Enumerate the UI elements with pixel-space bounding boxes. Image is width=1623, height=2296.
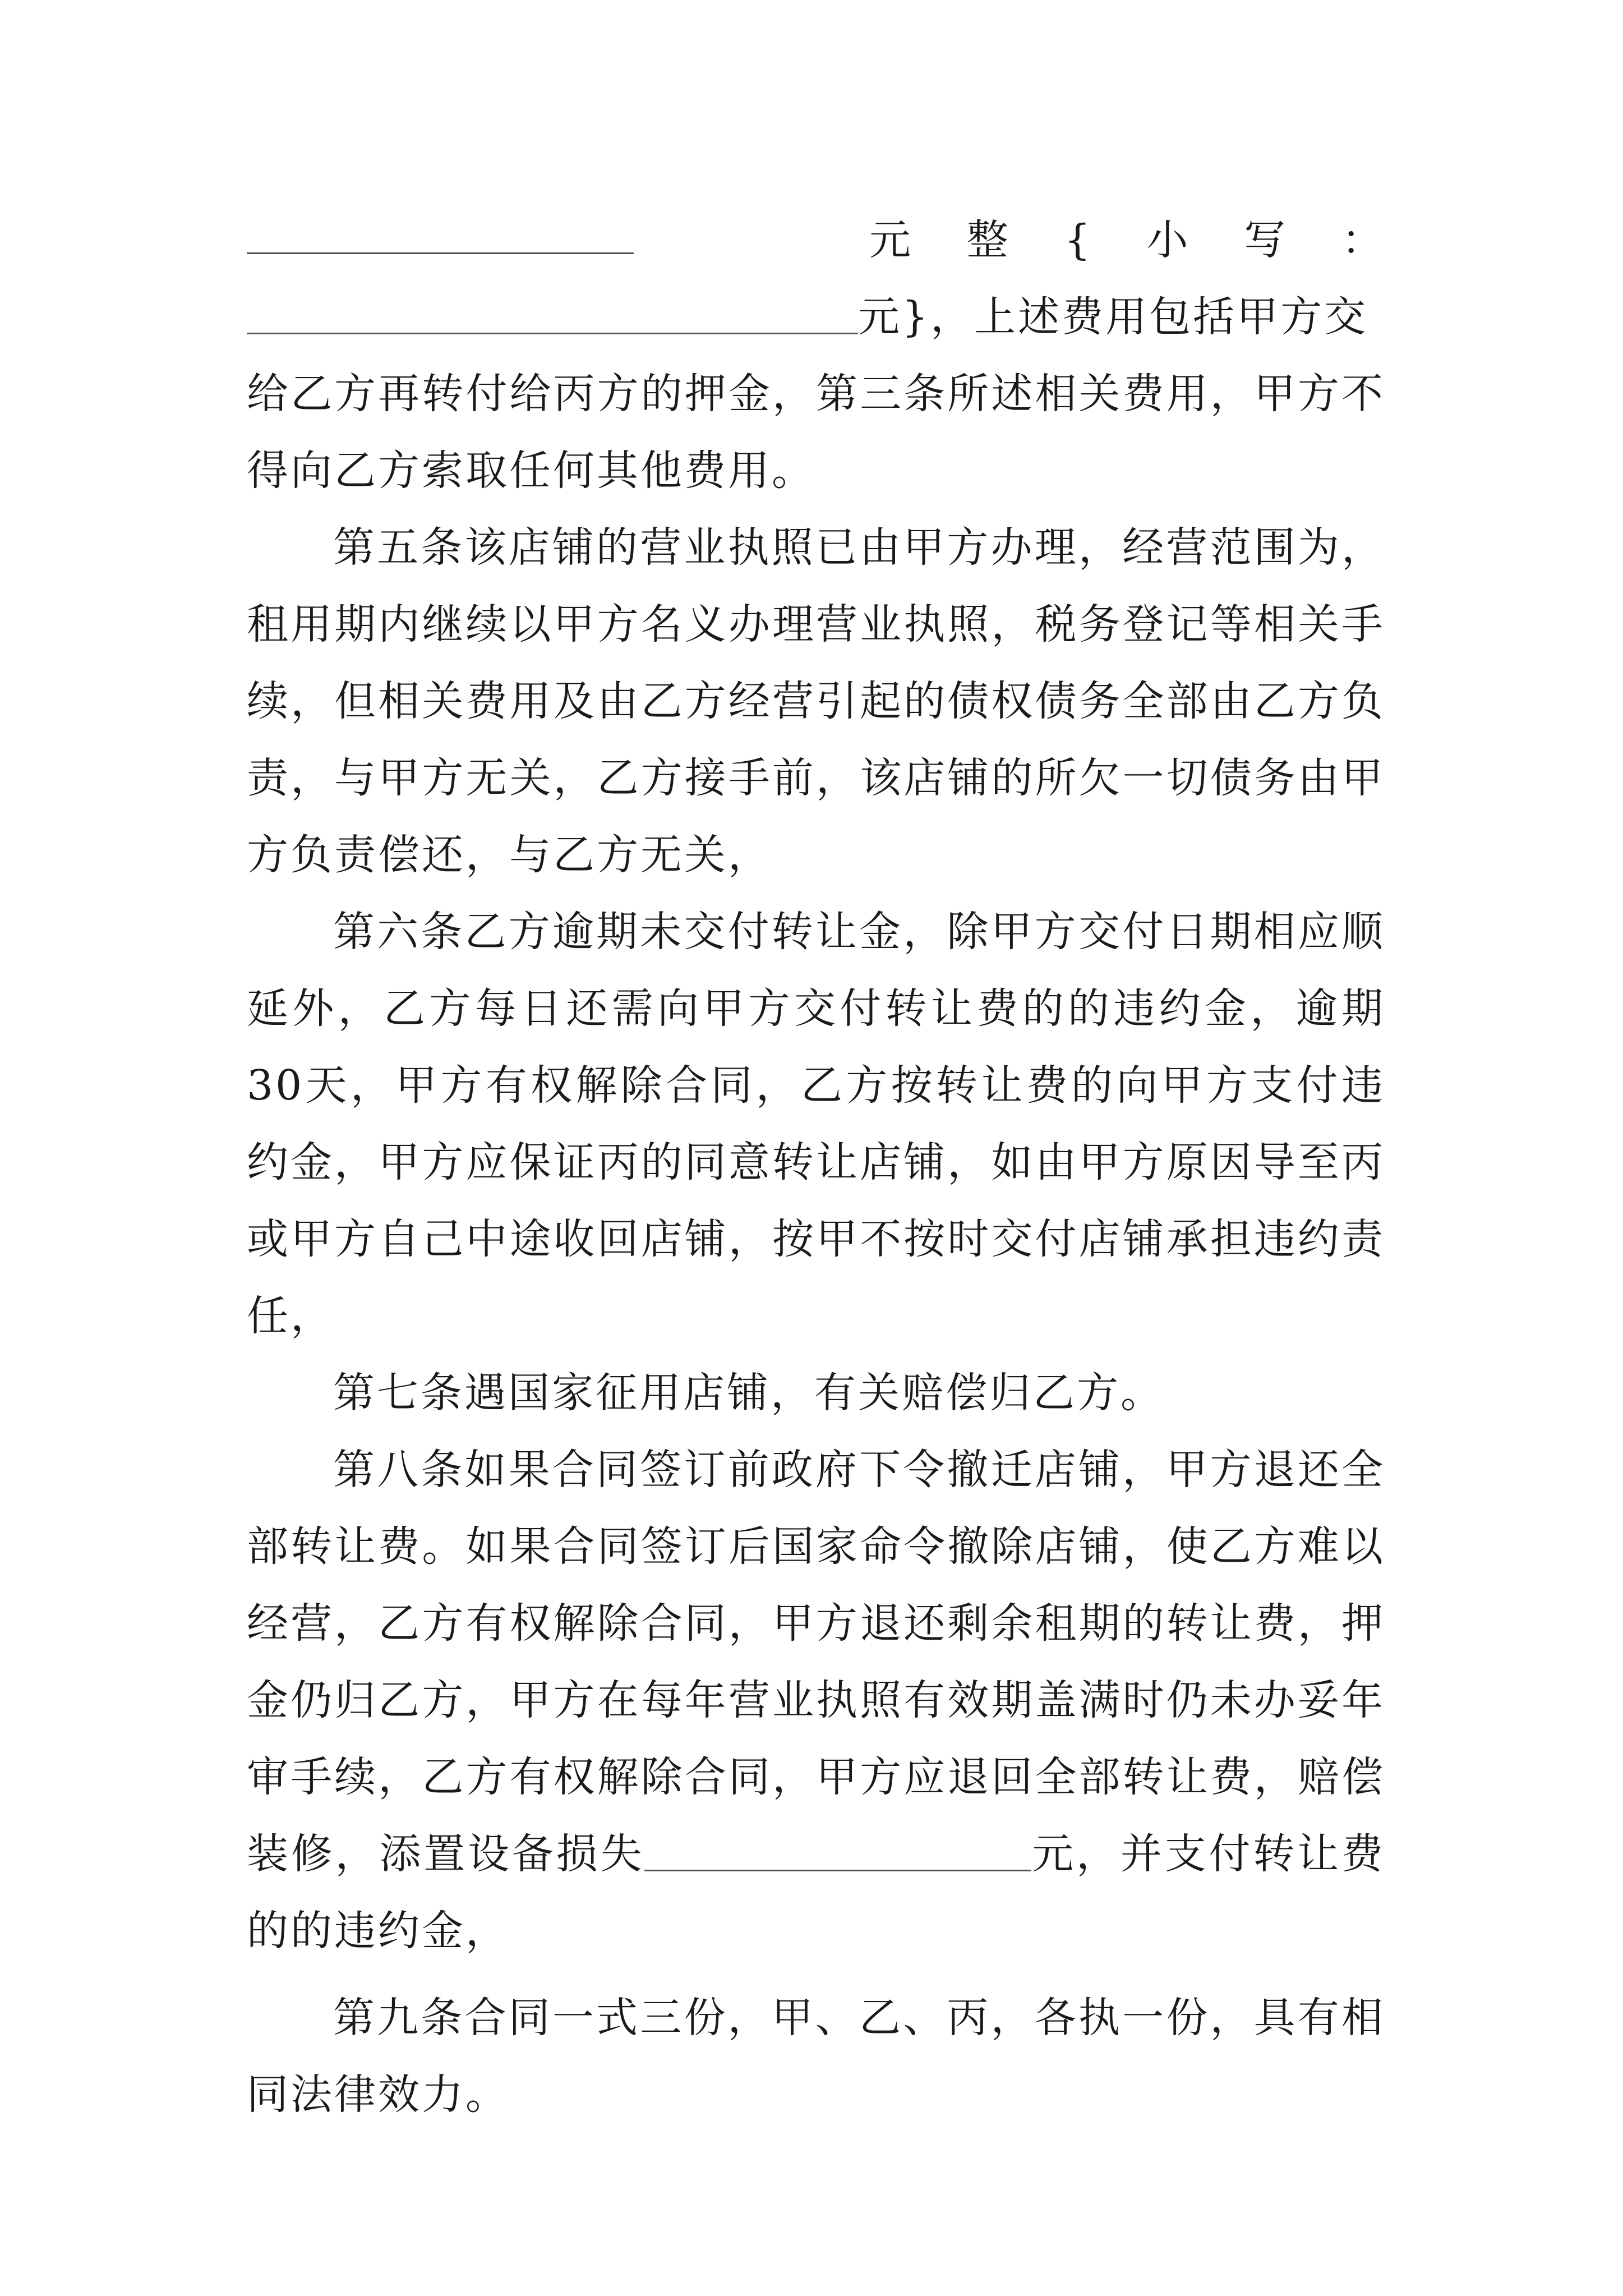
amount-figure-suffix: 元}，上述费用包括甲方交 — [858, 293, 1368, 341]
yuan-char: 元 — [869, 216, 913, 264]
document-body — [247, 202, 1385, 2133]
brace-char: { — [1064, 216, 1093, 264]
amount-figure-line — [247, 279, 1385, 356]
amount-figure-blank — [247, 288, 858, 334]
xiao-char: 小 — [1146, 216, 1191, 264]
deposit-paragraph: 给乙方再转付给丙方的押金，第三条所述相关费用，甲方不得向乙方索取任何其他费用。 — [247, 370, 1385, 495]
loss-amount-blank — [644, 1825, 1031, 1871]
article-7: 第七条遇国家征用店铺，有关赔偿归乙方。 — [333, 1369, 1164, 1417]
article-6: 第六条乙方逾期未交付转让金，除甲方交付日期相应顺延外，乙方每日还需向甲方交付转让费的的违约金，逾期30天，甲方有权解除合同，乙方按转让费的向甲方支付违约金，甲方应保证丙的同意转让店铺，如由甲方原因导至丙或甲方自己中途收回店铺，按甲不按时交付店铺承担违约责任， — [247, 908, 1385, 1340]
amount-words-blank — [247, 208, 634, 254]
xie-char: 写 — [1244, 216, 1288, 264]
article-8-tail: 元，并支付转让费的的违约金， — [247, 1830, 1386, 1955]
amount-line — [247, 202, 1385, 279]
article-5: 第五条该店铺的营业执照已由甲方办理，经营范围为，租用期内继续以甲方名义办理营业执照，税务登记等相关手续，但相关费用及由乙方经营引起的债权债务全部由乙方负责，与甲方无关，乙方接手前，该店铺的所欠一切债务由甲方负责偿还，与乙方无关， — [247, 523, 1385, 879]
article-8 — [247, 1432, 1385, 1970]
article-8-text: 第八条如果合同签订前政府下令撤迁店铺，甲方退还全部转让费。如果合同签订后国家命令撤除店铺，使乙方难以经营，乙方有权解除合同，甲方退还剩余租期的转让费，押金仍归乙方，甲方在每年营业执照有效期盖满时仍未办妥年审手续，乙方有权解除合同，甲方应退回全部转让费，赔偿装修，添置设备损失 — [247, 1446, 1385, 1878]
article-9: 第九条合同一式三份，甲、乙、丙，各执一份，具有相同法律效力。 — [247, 1994, 1385, 2119]
colon-char: ： — [1341, 216, 1385, 264]
amount-caption — [796, 202, 1385, 279]
zheng-char: 整 — [966, 216, 1011, 264]
